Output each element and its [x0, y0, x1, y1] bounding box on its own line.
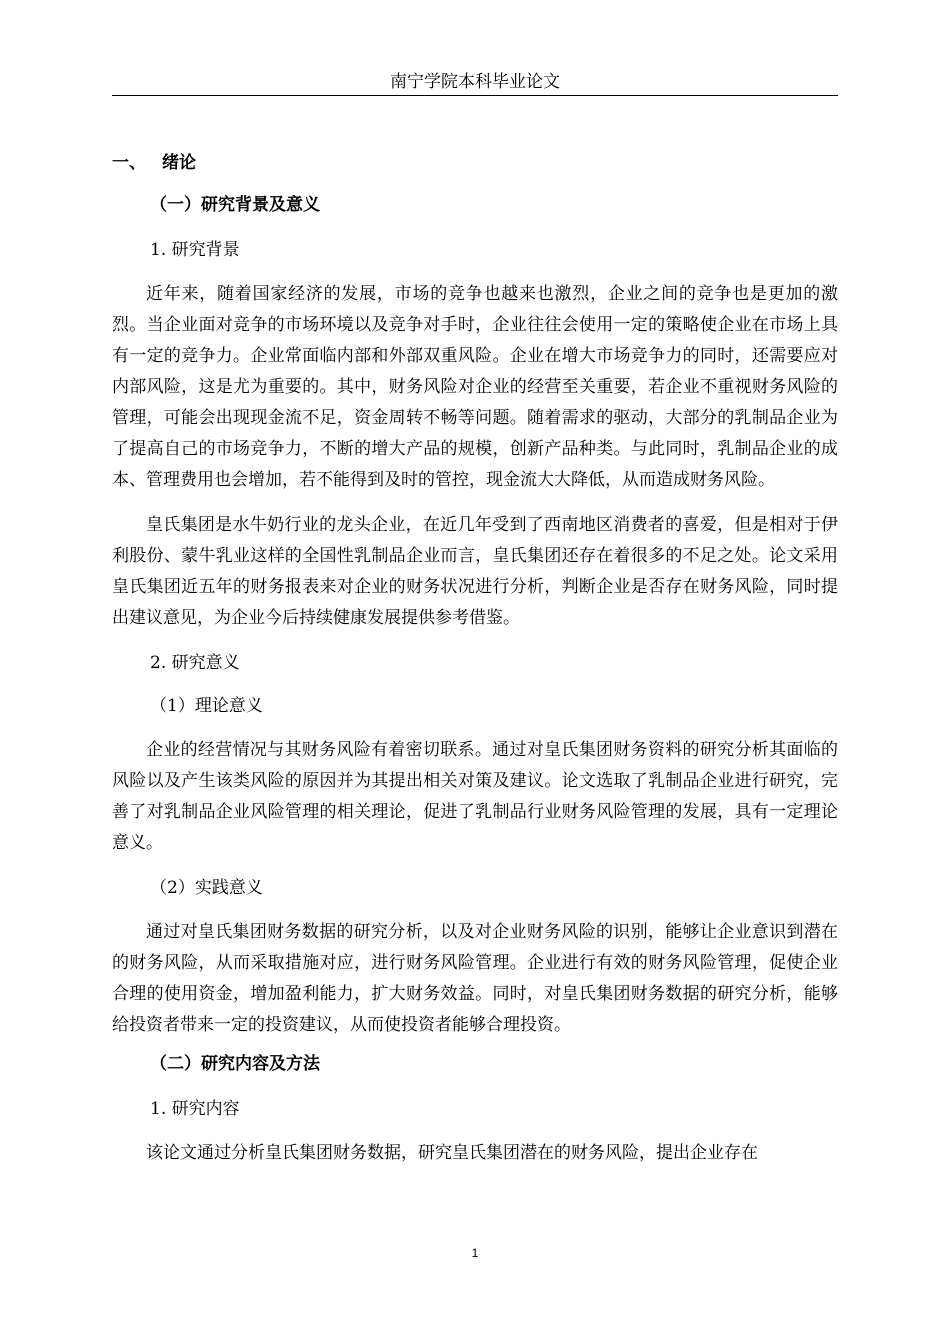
section-heading-2: （二）研究内容及方法 [150, 1054, 320, 1074]
section-heading-1: （一）研究背景及意义 [150, 195, 320, 215]
subsection-heading-practice: （2）实践意义 [150, 878, 263, 898]
subsection-heading-content: 1. 研究内容 [150, 1099, 240, 1119]
subsection-heading-background: 1. 研究背景 [150, 240, 240, 260]
chapter-heading [112, 146, 838, 180]
paragraph-background-2: 皇氏集团是水牛奶行业的龙头企业，在近几年受到了西南地区消费者的喜爱，但是相对于伊利股份、蒙牛乳业这样的全国性乳制品企业而言，皇氏集团还存在着很多的不足之处。论文采用皇氏集团近五年的财务报表来对企业的财务状况进行分析，判断企业是否存在财务风险，同时提出建议意见，为企业今后持续健康发展提供参考借鉴。 [112, 515, 838, 628]
paragraph-background-1: 近年来，随着国家经济的发展，市场的竞争也越来也激烈，企业之间的竞争也是更加的激烈。当企业面对竞争的市场环境以及竞争对手时，企业往往会使用一定的策略使企业在市场上具有一定的竞争力。企业常面临内部和外部双重风险。企业在增大市场竞争力的同时，还需要应对内部风险，这是尤为重要的。其中，财务风险对企业的经营至关重要，若企业不重视财务风险的管理，可能会出现现金流不足，资金周转不畅等问题。随着需求的驱动，大部分的乳制品企业为了提高自己的市场竞争力，不断的增大产品的规模，创新产品种类。与此同时，乳制品企业的成本、管理费用也会增加，若不能得到及时的管控，现金流大大降低，从而造成财务风险。 [112, 284, 838, 490]
header-rule [112, 95, 838, 96]
page-number: 1 [471, 1246, 479, 1260]
chapter-title: 绪论 [162, 153, 196, 173]
chapter-number: 一、 [112, 153, 146, 173]
subsection-heading-significance: 2. 研究意义 [150, 653, 240, 673]
paragraph-practice: 通过对皇氏集团财务数据的研究分析，以及对企业财务风险的识别，能够让企业意识到潜在的财务风险，从而采取措施对应，进行财务风险管理。企业进行有效的财务风险管理，促使企业合理的使用资金，增加盈利能力，扩大财务效益。同时，对皇氏集团财务数据的研究分析，能够给投资者带来一定的投资建议，从而使投资者能够合理投资。 [112, 922, 838, 1035]
subsection-heading-theory: （1）理论意义 [150, 696, 263, 716]
page-header: 南宁学院本科毕业论文 [390, 72, 560, 92]
paragraph-theory: 企业的经营情况与其财务风险有着密切联系。通过对皇氏集团财务资料的研究分析其面临的风险以及产生该类风险的原因并为其提出相关对策及建议。论文选取了乳制品企业进行研究，完善了对乳制品企业风险管理的相关理论，促进了乳制品行业财务风险管理的发展，具有一定理论意义。 [112, 740, 838, 853]
document-body [112, 146, 838, 1169]
paragraph-content: 该论文通过分析皇氏集团财务数据，研究皇氏集团潜在的财务风险，提出企业存在 [146, 1143, 758, 1163]
